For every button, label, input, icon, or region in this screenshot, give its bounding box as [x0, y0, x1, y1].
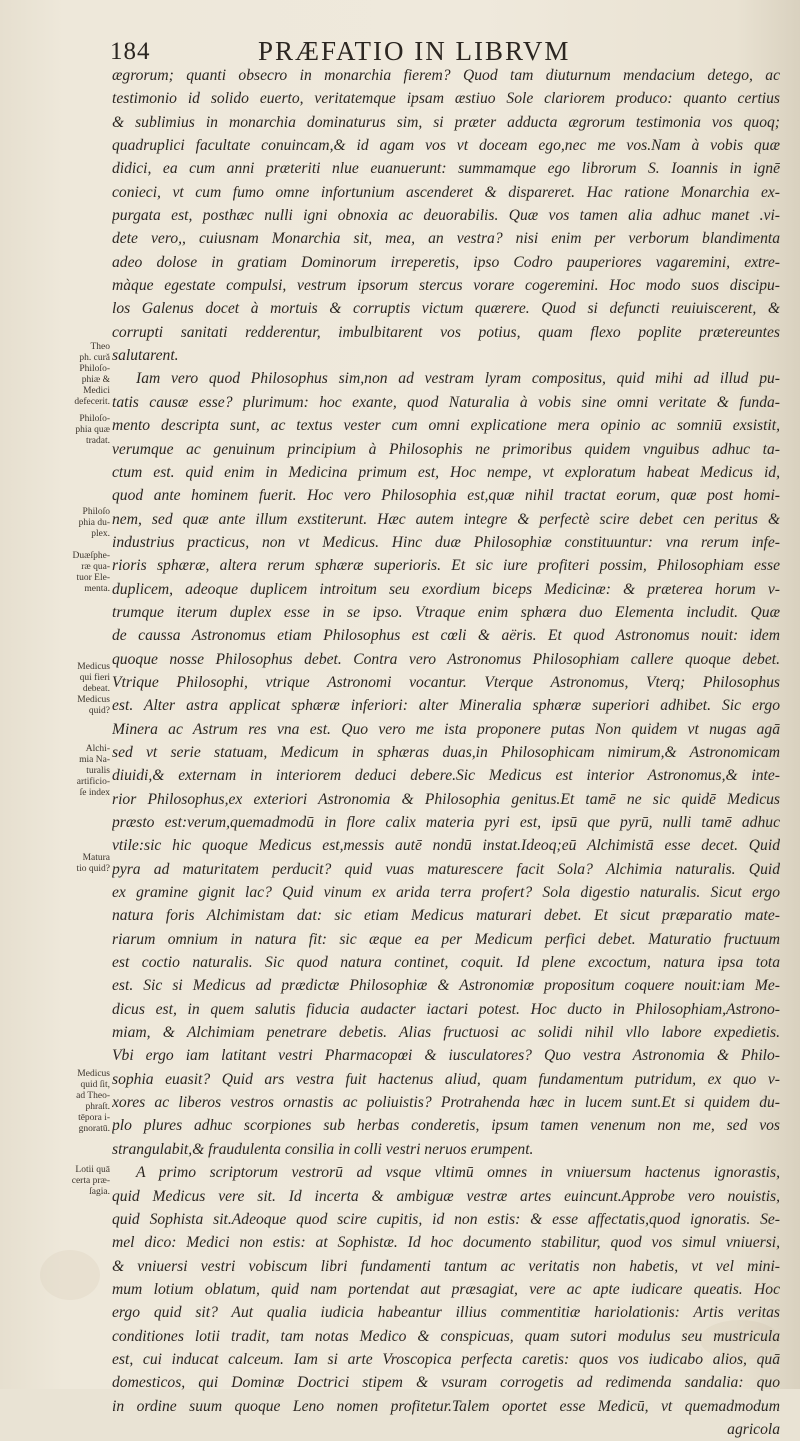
- text-line: quoque nosse Philosophus debet. Contra vero Astronomus Philosophiam callere quoque debet.: [112, 650, 780, 668]
- text-line: ægrorum; quanti obsecro in monarchia fierem? Quod tam diuturnum mendacium detego, ac: [112, 67, 780, 84]
- margin-note: [56, 1069, 110, 1135]
- text-line: didici, ea cum anni præteriti nlue euanuerunt: summamque ego librorum S. Ioannis in ignē: [112, 160, 780, 178]
- margin-note: [56, 853, 110, 875]
- margin-note-line: tēpora i-: [78, 1113, 110, 1123]
- margin-note-line: turalis: [86, 766, 110, 776]
- text-line: conieci, vt cum fumo omne infortunium ascenderet & dispareret. Hac ratione Monarchia ex-: [112, 183, 780, 201]
- margin-note-line: Philoſo-: [79, 364, 110, 374]
- text-line: nem, sed quæ ante illum exstiterunt. Hæc autem integre & perfectè scire debet cen peritus &: [112, 510, 780, 528]
- text-line: quid Medicus vere sit. Id incerta & ambiguæ vestræ artes euincunt.Approbe vero nouistis,: [112, 1187, 780, 1205]
- margin-note-line: phia du-: [78, 518, 110, 528]
- text-line: agricola: [727, 1420, 780, 1438]
- text-line: ex gramine gignit lac? Quid vinum ex arida terra profert? Sola digestio naturalis. Sicut ergo: [112, 884, 780, 902]
- text-line: duplicem, adeoque duplicem introitum seu exordium biceps Medicinæ: & præterea horum v-: [112, 580, 780, 598]
- text-line: sed vt serie statuam, Medicum in sphæras duas,in Philosophicam nimirum,& Astronomicam: [112, 743, 780, 761]
- text-line: adeo dolose in gratiam Dominorum irreperetis, ipso Codro pauperiores vagaremini, extre-: [112, 253, 780, 271]
- margin-note-line: phraſt.: [85, 1102, 110, 1112]
- text-line: est coctio naturalis. Sic quod natura continet, coquit. Id plene excoctum, natura ipsa tota: [112, 954, 780, 972]
- margin-note-line: Lotii quā: [75, 1165, 110, 1175]
- margin-note-line: phia quæ: [75, 425, 110, 435]
- text-line: domesticos, qui Dominæ Doctrici stipem & vsuram corrogetis ad redimenda sandalia: quo: [112, 1374, 780, 1392]
- margin-note-line: qui fieri: [79, 673, 110, 683]
- text-line: est. Alter astra applicat sphæræ inferiori: alter Mineralia sphæræ superiori adhibet. Sic ergo: [112, 697, 780, 715]
- margin-note-line: quid ſit,: [80, 1080, 110, 1090]
- text-line: mum lotium oblatum, quid nam portendat aut præsagiat, vere ac apte iudicare queatis. Hoc: [112, 1280, 780, 1298]
- margin-note-line: certa præ-: [71, 1176, 110, 1186]
- margin-note-line: defecerit.: [74, 397, 110, 407]
- margin-note-line: phiæ &: [81, 375, 110, 385]
- text-line: est. Sic si Medicus ad prædictæ Philosophiæ & Astronomiæ propositum coquere nouit:iam Me-: [112, 977, 780, 995]
- margin-note-line: Medicus: [77, 1069, 110, 1079]
- margin-note: [56, 551, 110, 595]
- margin-note-line: Medicus: [77, 662, 110, 672]
- text-line: rior Philosophus,ex exteriori Astronomia & Philosophia genitus.Et tamē ne sic quidē Medicus: [112, 790, 780, 808]
- text-line: & vniuersi vestri vobiscum libri fundamenti tantum ac veritatis non habetis, vt vel mini-: [112, 1257, 780, 1275]
- text-line: vtile:sic hic quoque Medicus est,messis autē nondū instat.Ideoq;eū Alchimistā esse decet. Quid: [112, 837, 780, 855]
- body-text: [112, 64, 780, 1441]
- paper-stain: [40, 1250, 100, 1300]
- text-line: Vtrique Philosophi, vtrique Astronomi vocantur. Vterque Astronomus, Vterq; Philosophus: [112, 673, 780, 691]
- margin-note-line: ad Theo-: [76, 1091, 110, 1101]
- text-line: dicus est, in quem salutis fiducia audacter iactari potest. Hoc ducto in Philosophiam,Astrono-: [112, 1000, 780, 1018]
- text-line: testimonio id solido euerto, veritatemque ipsam æstiuo Sole clariorem produco: quanto certius: [112, 90, 780, 108]
- text-line: in ordine suum quoque Leno nomen profitetur.Talem oportet esse Medicū, vt quemadmodum: [112, 1397, 780, 1415]
- margin-note-line: tio quid?: [76, 864, 110, 874]
- text-line: Iam vero quod Philosophus sim,non ad vestram lyram compositus, quid mihi ad illud pu-: [136, 370, 780, 388]
- margin-note-line: debeat.: [82, 684, 110, 694]
- margin-note-line: Duæſphe-: [72, 551, 110, 561]
- margin-note-line: Medicus: [77, 695, 110, 705]
- text-line: conditiones lotii tradit, tam notas Medico & conspicuas, quam sutori modulus seu mustricula: [112, 1327, 780, 1345]
- text-line: xores ac liberos vestros ornastis ac poliuistis? Protrahenda hæc in lucem sunt.Et si quidem du-: [112, 1094, 780, 1112]
- margin-note: [56, 507, 110, 540]
- text-line: quod ante hominem fuerit. Hoc vero Philosophia est,quæ nihil tractat eorum, quæ post homi-: [112, 487, 780, 505]
- text-line: ctum est. quid enim in Medicina primum est, Hoc nempe, vt exploratum habeat Medicus id,: [112, 463, 780, 481]
- text-line: industrius practicus, non vt Medicus. Hinc duæ Philosophiæ constituuntur: vna rerum infe-: [112, 533, 780, 551]
- margin-note-line: gnoratū.: [78, 1124, 110, 1134]
- text-line: A primo scriptorum vestrorū ad vsque vltimū omnes in vniuersum hactenus ignorastis,: [136, 1164, 780, 1182]
- margin-note: [56, 662, 110, 717]
- margin-note-line: ræ qua-: [81, 562, 110, 572]
- margin-note-line: Matura: [82, 853, 110, 863]
- text-line: los Galenus docet à mortuis & corruptis victum quærere. Quod si defuncti reuiuiscerent, &: [112, 300, 780, 318]
- margin-note-line: Alchi-: [85, 744, 110, 754]
- text-line: trumque iterum duplex esse in se ipso. Vtraque enim sphæra duo Elementa includit. Quæ: [112, 603, 780, 621]
- text-line: Vbi ergo iam latitant vestri Pharmacopœi & iusculatores? Quo vestra Astronomia & Philo-: [112, 1047, 780, 1065]
- margin-note-line: tradat.: [85, 436, 110, 446]
- text-line: Minera ac Astrum res vna est. Quo vero me ista proponere putas Non quidem vt nugas agā: [112, 720, 780, 738]
- text-line: màque egestate compulsi, vestrum ipsorum stercus vorare cogeremini. Hoc modo suos discipu-: [112, 277, 780, 295]
- text-line: plo plures adhuc scorpiones sub herbas conderetis, ipsum tamen venenum non me, sed vos: [112, 1117, 780, 1135]
- text-line: mento descripta sunt, ac textus vester cum omni explicatione mera opinio ac somniū exsistit,: [112, 417, 780, 435]
- margin-note: [56, 342, 110, 408]
- text-line: de caussa Astronomus etiam Philosophus est cœli & aëris. Et quod Astronomus nouit: idem: [112, 627, 780, 645]
- margin-note-line: Philoſo-: [79, 414, 110, 424]
- text-line: corrupti sanitati redderentur, imbulbitarent vos potius, quam flexo poplite prætereuntes: [112, 323, 780, 341]
- margin-note-line: artificio-: [76, 777, 110, 787]
- text-line: & sublimius in monarchia dominaturus sim, si præter adducta ægrorum testimonia vos quoq;: [112, 113, 780, 131]
- text-line: præsto est:verum,quemadmodū in flore calix materia pyri est, ipsū que pyrū, nulli tamē adhuc: [112, 814, 780, 831]
- text-line: mel dico: Medici non estis: at Sophistæ. Id hoc documento stabilitur, quod vos simul vniuersi,: [112, 1234, 780, 1252]
- margin-note-line: menta.: [84, 584, 110, 594]
- margin-note-line: quid?: [88, 706, 110, 716]
- margin-note-line: tuor Ele-: [76, 573, 110, 583]
- margin-note-line: plex.: [91, 529, 110, 539]
- margin-note-line: Medici: [83, 386, 110, 396]
- text-line: salutarent.: [112, 347, 179, 365]
- text-line: miam, & Alchimiam penetrare debetis. Alias fructuosi ac solidi nihil vllo labore expedietis.: [112, 1024, 780, 1042]
- text-line: est, cui inducat calceum. Iam si arte Vroscopica perfecta caretis: quos vos iudicabo alios, quā: [112, 1350, 780, 1368]
- text-line: natura foris Alchimistam dat: sic etiam Medicus maturari debet. Et sicut præparatio mate-: [112, 907, 780, 925]
- running-head: PRÆFATIO IN LIBRVM: [258, 36, 571, 66]
- text-line: verumque ac genuinum principium à Philosophis ne primoribus quidem vnguibus adhuc ta-: [112, 440, 780, 458]
- margin-note: [56, 414, 110, 447]
- text-line: rioris sphæræ, altera rerum sphæræ superioris. Et sic iure profiteri possim, Philosophiam esse: [112, 557, 780, 575]
- text-line: tatis causæ esse? plurimum: hoc exante, quod Naturalia à vobis sine omni veritate & funda-: [112, 393, 780, 411]
- text-line: sophia euasit? Quid ars vestra fuit hactenus aliud, quam fundamentum putridum, ex quo v-: [112, 1070, 780, 1088]
- text-line: quid Sophista sit.Adeoque quod scire cupitis, id non estis: & esse affectatis,quod ignoratis. Se-: [112, 1210, 780, 1228]
- margin-note: [56, 744, 110, 799]
- text-line: strangulabit,& fraudulenta consilia in colli vestri neruos erumpent.: [112, 1140, 534, 1158]
- text-line: riarum omnium in natura fit: sic æque ea per Medicum perfici debet. Maturatio fructuum: [112, 930, 780, 948]
- margin-note-line: Theo: [90, 342, 110, 352]
- text-line: quadruplici facultate conuincam,& id agam vos vt doceam ego,nec me vos.Nam à vobis quæ: [112, 137, 780, 155]
- margin-note-line: ſe index: [79, 788, 110, 798]
- text-line: pyra ad maturitatem perducit? quid vuas maturescere facit Sola? Alchimia naturalis. Quid: [112, 860, 780, 878]
- text-line: dete vero,, cuiusnam Monarchia sit, mea, an vestra? nisi enim per verborum blandimenta: [112, 230, 780, 248]
- margin-note-line: ph. cură: [79, 353, 110, 363]
- text-line: ergo quid sit? Aut qualia iudicia habeantur illius commentitiæ hariolationis: Artis veritas: [112, 1304, 780, 1322]
- margin-note-line: Philoſo: [82, 507, 110, 517]
- page-number: 184: [110, 38, 151, 65]
- margin-note: [56, 1165, 110, 1198]
- margin-note-line: mia Na-: [79, 755, 110, 765]
- text-line: purgata est, posthæc nulli igni obnoxia ac deuorabilis. Quæ vos tamen alia adhuc manet .vi-: [112, 207, 780, 225]
- text-line: diuidi,& externam in interiorem deduci debere.Sic Medicus est interior Astronomus,& inte-: [112, 767, 780, 785]
- margin-note-line: ſagia.: [89, 1187, 110, 1197]
